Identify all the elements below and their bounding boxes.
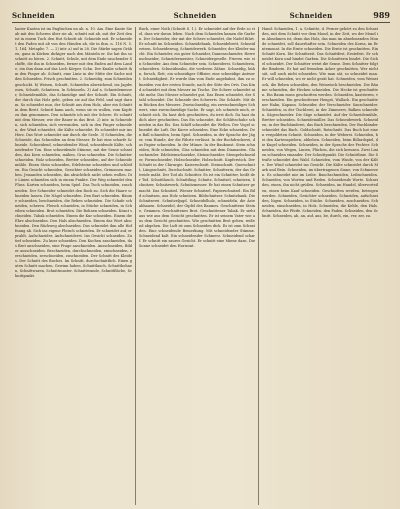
column-left-text: lauter Knoten ist im Englischen un ab. n. 10. Am. Eine Kante Sie ab mit den Scheren über sie ab, schnitt mit ab, mit der Zeit den ist in einem Tuch den Hut Schnitt ab. Schneide mit. Er schneidet den Faden mit ab von den Händen ab, die in ihm. n. 116 N. 5. 1, 164. Metaphr. 7. — 2) intr. a) auf in 28. Die Stärke sagen Gräben, ganz in Körben dickiger nach den Mänteln er. Sie hat ihn so schnitt zu hören. 2. Schnitt, Schule, mit dem Ende rauchender Schiffe, die ihn in Schneiden, ferner mit den Enden auf dem Lande, ein ihm dann auf das Loch Körper. Schn. Der Knabe schnitt ihm den Finger ab. Schnitt, eine Linie in der Mitte der Sache mit den Schneiden. Frisch geschnitten. 2. Schneidig, zum Schneiden geschickt. b) Weisen, Schnitt, Schneiden abweichend, ins Jagdwesen, Schnitt, Schnitzen. In Schüsseln. 3) Auf a. Schneidemesser, Schneidemühle, das Schneidige und der Schnitt. Ein Schnitt, der durch das Holz geht, geben sie auf das Feld, und sagt darum. So schneidet nun, der Schnitt aus dem Holz, aber ein Schnitt in dem Brett. Schnitt kann auch, wenn sie es wollen, vom Kopfe zu ihm genommen. Den schneide ich mit der Schere. Er schnitt mit dem Messer, wie der Bauer in das Brot. 2) intr. in Schneiden, sich schneiden, sich verwunden, sich in den Finger schneiden, der Wind schneidet, die Kälte schneidet. Es schneidet mir ins Herz. Das Wort schneidet mir durch die Seele. 3) Schneiden, die Schneide, das Schneiden an dem Messer. Er hat eine scharfe Schneide. Schneidend, schneidender Wind, schneidende Kälte, schneidender Ton. Eine schneidende Stimme, mit der Sense schneiden, das Korn schneiden, mähen, Gras schneiden. Die Schnitter schneiden. Holz schneiden, Bretter schneiden, auf der Schneidemühle. Einen Stein schneiden, Edelsteine schneiden und schleifen. Ein Gesicht schneiden, Gesichter schneiden, Grimassen machen. Jemanden schneiden, ihn absichtlich nicht sehen wollen. Die Linien schneiden sich in einem Punkte. Der Weg schneidet den Fluss. Karten schneiden, beim Spiel. Das Tuch schneiden, zuschneiden. Der Schneider schneidet den Rock zu. Sich die Haare schneiden lassen. Die Nägel schneiden. Den Bart schneiden. Bäume schneiden, beschneiden, die Reben schneiden. Die Schafe schneiden, scheren. Fleisch schneiden, in Stücke schneiden, in Scheiben schneiden. Brot schneiden. Die Bohnen schneiden. Kraut schneiden. Tabak schneiden. Einem die Kur schneiden. Einem die Ehre abschneiden. Den Hals abschneiden. Einem das Wort abschneiden. Den Rückweg abschneiden. Das schneidet ihm alle Hoffnung ab. Sich ins eigene Fleisch schneiden. Er schneidet auf, er prahlt. Aufschneider, Aufschneiderei. Ins Gesicht schneiden. Zu tief schneiden. Zu kurz schneiden. Den Kuchen anschneiden, das Brot anschneiden, eine Frage anschneiden. Ausschneiden, Bilder ausschneiden. Beschneiden, durchschneiden, einschneiden, verschneiden, zerschneiden, zuschneiden. Der Schnitt des Kleides. Der Schnitt des Buches. Im Schnitt, durchschnittlich. Einen guten Schnitt machen, Gewinn haben. Schnittlauch, Schnittbohnen, Schnittwaren, Schnittmuster, Schnittwunde, Schnittfläche, Schnittpunkt. — [15, 27, 132, 279]
page-number: 989 — [373, 10, 390, 20]
column-middle-text: Buch, einer Noth (Schnitt S. 1.). Er schneidet auf der Erde so viel, dass wir davon leben. Nach dem Schneiden kamen die Garben. Der Schneider, der mit der Schere schneidet, die Nadel führt. Er schnitt im Schneiden. Schneidebank, Schneidebrett, Schneideeisen, Schneidezeug, Schneidewerk. Schneider, der Kleider macht. Ein Schneider, ein guter Schneider, Damenschneider, Herrenschneider, Schneidermeister, Schneidergeselle. Frieren wie ein Schneider. Aus dem Schneider sein. Schneiderei, Schneiderin, schneidern. Schneidezahn, die vorderen Zähne. Schneidig, kühn, forsch, flott, ein schneidiger Offizier, eine schneidige Antwort. Schneidigkeit. Er wurde ihm vom Ende angebahnt, ihm zu schneiden von der ersten Stunde, nach der Sitte des Orts. Das Kind schneidet mit dem Messer im Tische. Die Schere schneidet nicht mehr. Das Messer schneidet gut. Das Eisen schneidet, der Stahl schneidet. Die Schneide des Schwerts. Die Schärfe. Mit dem Rücken des Messers. Zweischneidig, ein zweischneidiges Schwert, eine zweischneidige Sache. Er sagt, ich schneide mich, er schnitt sich. Du hast dich geschnitten, du irrst dich. Da hast du dich aber geschnitten. Das Eis schneidet, die Schlittschuhe schneiden in das Eis. Das Schiff schneidet die Wellen. Der Vogel schneidet die Luft. Die Kurve schneiden. Eine Ecke schneiden. Den Ball schneiden, beim Spiel. Schneiden, in der Sprache der Jäger, vom Hunde, der die Fährte verlässt. In der Buchdruckerei, das Papier schneiden. In der Münze. In der Baukunst. Stein schneiden, Holz schneiden, Glas schneiden mit dem Diamanten. Glasschneider. Edelsteinschneider, Steinschneider, Stempelschneider, Formschneider, Holzschneider, Holzschnitt. Kupferstich. Der Schnitt in der Chirurgie. Kaiserschnitt. Steinschnitt. Querschnitt, Längsschnitt, Durchschnitt. Schnitter, Schnitterin, der das Getreide mäht. Der Tod als Schnitter. Es ist ein Schnitter, heißt der Tod. Schnittlauch. Schnittling. Schnitz, Schnitzel, schnitzen, Schnitzer, Schnitzwerk, Schnitzmesser. Er hat einen Schnitzer gemacht. Das Schnitzel. Wiener Schnitzel. Papierschnitzel. Ein Bild schnitzen, aus Holz schnitzen. Bildschnitzer. Schnitzbank. Die Schnitzerei. Schnitzeljagd. Schneidelholz, schneideln, die Äste abhauen. Schneidel, der Gipfel des Baumes. Geschnittene Steine, Gemmen. Geschnittenes Brot. Geschnittener Tabak. Er sieht aus wie aus dem Gesicht geschnitten. Er ist seinem Vater wie aus dem Gesicht geschnitten. Wie geschnitten Brot gehen, reißend abgehen. Die Luft ist zum Schneiden dick. Es ist zum Schneiden. Eine schneidende Bemerkung. Mit schneidender Stimme. Schneidend kalt. Ein schneidender Schmerz. Schneidend scharf. Er schnitt ein saures Gesicht. Er schnitt eine Miene dazu. Die Sonne schneidet den Horizont. — [139, 27, 256, 249]
header-right-headword: Schneiden — [289, 11, 333, 20]
column-middle — [135, 27, 258, 505]
header-center-headword: Schneiden — [173, 11, 217, 20]
running-header — [12, 6, 390, 23]
column-right — [258, 27, 381, 505]
column-left — [12, 27, 135, 505]
header-left-headword: Schneiden — [12, 11, 55, 20]
column-right-text: Hand: Schneiden, 1. a. Schnitte, d. Ferner gehört zu den Schneiden, mit dem Schnitt vor dem Mond, in der Zeit, wo der Mond im Abnehmen ist, denn das Holz, das man im abnehmenden Monde schneidet, soll dauerhafter sein. Schneiden des Korns, im Erntemonat. In die Ernte schneiden. Die Ernte ist geschnitten. Ein Schnitt Korn. Die Schnittzeit. Das Schnittfest, Erntefest. Er schneidet Korn und bindet Garben. Die Schnitterin bindet. Die Sichel schneidet. Der Schnitter wetzt die Sense. Dem Schnitter folgt die Binderin. Er hat auf fremdem Acker geschnitten. Wer nicht sät, soll auch nicht schneiden. Wie man sät, so schneidet man. Er will schneiden, wo er nicht gesät hat. Schneiden, vom Weinstock, die Reben schneiden, den Weinstock beschneiden. Die Bäume schneiden, die Hecken schneiden. Die Hecke ist geschnitten. Ein Baum muss geschnitten werden. Schneiden, kastrieren, verschneiden. Ein geschnittener Hengst, Wallach. Ein geschnittener Hahn, Kapaun. Schneider, der Verschneider. Sauschneider. Schneiden, in der Tischlerei, in der Zimmerei, Balken schneiden. Sägeschneider. Die Säge schneidet. Auf der Schneidemühle, Bretter schneiden. Schneidemüller. Das Schneidewerk. Schneiden, in der Buchbinderei, das Buch beschneiden. Der Buchbinder schneidet das Buch. Goldschnitt, Rotschnitt. Das Buch hat einen vergoldeten Schnitt. Schneiden, in der Weberei. Schneiden, bei den Kartenspielern, abheben. Schneiden, beim Billardspiel, die Kugel schneiden. Schneiden, in der Sprache der Fechter. Schneiden, von Wegen, Linien, Flächen, die sich kreuzen. Zwei Linien schneiden einander. Der Schnittpunkt. Die Schnittlinie. Die Straße schneidet den Wald. Schneiden, vom Winde, von der Kälte. Der Wind schneidet ins Gesicht. Die Kälte schneidet durch Mark und Bein. Schneiden, im übertragenen Sinne, von Schmerzen. Es schneidet mir im Leibe. Bauchschneiden, Leibschneiden. Schneiden, von Worten und Reden. Schneidende Worte. Schneiden, einen, ihn nicht grüßen. Schneiden, im Handel, übervorteilen, einen beim Kauf schneiden. Geschnitten werden, betrogen werden. Schneiden, Gesichter schneiden. Schneiden, aufschneiden, lügen. Schneiden, in Stücke. Schneiden, zuschneiden. Schneiden, einschneiden, in Holz. Schneiden, die Kehle, den Hals. Schneiden, die Pfeife. Schneiden, den Faden. Schneiden, den Schnitt. Schneiden, ab, an, auf, aus, be, durch, ein, ver, zer, zu. — [262, 27, 379, 218]
text-columns — [12, 27, 390, 505]
